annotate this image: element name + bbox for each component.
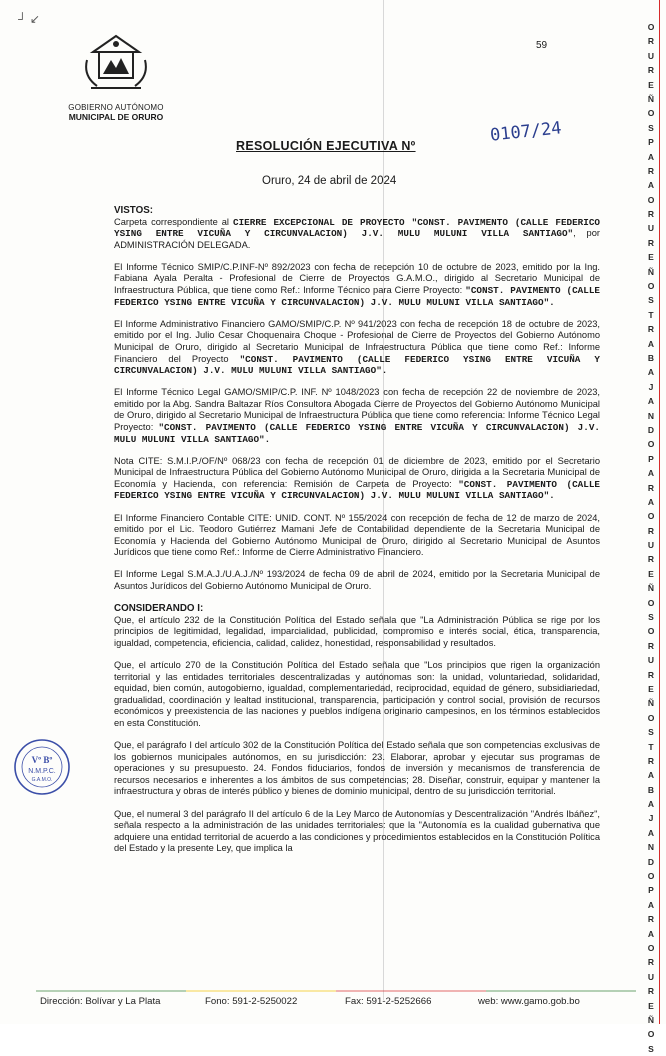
document-title: RESOLUCIÓN EJECUTIVA Nº — [236, 139, 416, 153]
document-body — [114, 205, 600, 865]
vistos-paragraph — [114, 456, 600, 502]
stamp-line1: Vº Bº — [31, 755, 53, 765]
side-slogan-letter: A — [647, 827, 655, 838]
side-slogan-letter: A — [647, 496, 655, 507]
stamp-line2: N.M.P.C. — [28, 768, 56, 775]
side-slogan-letter: A — [647, 180, 655, 191]
side-slogan-letter: Ñ — [647, 266, 655, 277]
side-slogan-letter: O — [647, 511, 655, 522]
side-slogan-letter: J — [648, 813, 654, 824]
side-slogan-letter: O — [647, 871, 655, 882]
side-slogan-letter: U — [647, 50, 655, 61]
side-slogan-letter: U — [647, 540, 655, 551]
side-slogan-letter: R — [647, 209, 655, 220]
side-slogan-letter: R — [647, 324, 655, 335]
vistos-paragraph: El Informe Legal S.M.A.J./U.A.J./Nº 193/2024 de fecha 09 de abril de 2024, emitido por la Secretaria Municipal de Asuntos Jurídicos del Gobierno Autónomo Municipal de Oruro. — [114, 569, 600, 592]
side-slogan-letter: S — [648, 1043, 654, 1054]
vistos-heading: VISTOS: — [114, 205, 154, 216]
side-slogan-letter: A — [647, 928, 655, 939]
considerando-heading: CONSIDERANDO I: — [114, 603, 204, 615]
project-name: "CONST. PAVIMENTO (CALLE FEDERICO YSING ENTRE VICUÑA Y CIRCUNVALACION) J.V. MULU MULUNI VILLA SANTIAGO". — [114, 478, 600, 502]
side-slogan-letter: S — [648, 612, 654, 623]
considerando-paragraph: Que, el artículo 270 de la Constitución Política del Estado señala que "Los principios que rigen la organización territorial y las entidades territoriales descentralizadas y autónomas son: la unidad, voluntariedad, solidaridad, equidad, bien común, autogobierno, igualdad, complementariedad, reciprocidad, equidad de género, subsidiariedad, gradualidad, coordinación y lealtad institucional, transparencia, participación y control social, provisión de recursos económicos y preexistencia de las naciones y pueblos indígena originario campesinos, en los términos establecidos en esta Constitución. — [114, 660, 600, 728]
side-slogan-letter: P — [648, 885, 654, 896]
side-slogan-letter: T — [648, 309, 654, 320]
footer-web: web: www.gamo.gob.bo — [478, 996, 580, 1007]
paragraph-text: Nota CITE: S.M.I.P./OF/Nº 068/23 con fecha de recepción 01 de diciembre de 2023, emitido por el Secretario Municipal de Infraestructura Pública del Gobierno Autónomo Municipal de Oruro, dirigida a la Secretaria Municipal de Economía y Hacienda, con referencia: Remisión de Carpeta de Proyecto: — [114, 455, 600, 489]
side-slogan-letter: O — [647, 439, 655, 450]
project-name: "CONST. PAVIMENTO (CALLE FEDERICO YSING ENTRE VICUÑA Y CIRCUNVALACION) J.V. MULU MULUNI VILLA SANTIAGO". — [114, 422, 600, 445]
vistos-p1-tail: , por ADMINISTRACIÓN DELEGADA. — [114, 228, 600, 250]
side-slogan-letter: E — [648, 683, 654, 694]
footer-divider — [36, 990, 636, 992]
vistos-p1-text: Carpeta correspondiente al — [114, 216, 233, 227]
coat-of-arms-icon — [81, 30, 151, 92]
side-slogan-letter: A — [647, 338, 655, 349]
side-slogan-letter: S — [648, 122, 654, 133]
side-slogan-banner — [641, 20, 661, 1054]
paragraph-text: Que, el artículo 232 de la Constitución Política del Estado señala que "La Administración Pública se rige por los principios de legitimidad, legalidad, imparcialidad, publicidad, compromiso e interés social, ética, transparencia, igualdad, competencia, eficiencia, calidad, calidez, honestidad, responsabilidad y resultados. — [114, 614, 600, 648]
side-slogan-letter: P — [648, 137, 654, 148]
side-slogan-letter: R — [647, 914, 655, 925]
place-date: Oruro, 24 de abril de 2024 — [262, 175, 397, 187]
footer-fax: Fax: 591-2-5252666 — [345, 996, 432, 1007]
side-slogan-letter: R — [647, 669, 655, 680]
handwritten-resolution-number: 0107/24 — [489, 118, 563, 146]
side-slogan-letter: B — [647, 784, 655, 795]
corner-marks: ┘ ↙ — [18, 12, 40, 26]
side-slogan-letter: N — [647, 842, 655, 853]
side-slogan-letter: T — [648, 741, 654, 752]
side-slogan-letter: R — [647, 65, 655, 76]
footer-address: Dirección: Bolívar y La Plata — [40, 996, 161, 1007]
side-slogan-letter: R — [647, 640, 655, 651]
vistos-paragraph — [114, 262, 600, 308]
side-slogan-letter: D — [647, 424, 655, 435]
side-slogan-letter: S — [648, 727, 654, 738]
side-slogan-letter: A — [647, 799, 655, 810]
side-slogan-letter: R — [647, 237, 655, 248]
side-slogan-letter: E — [648, 568, 654, 579]
institution-line2: MUNICIPAL DE ORURO — [68, 112, 164, 122]
side-slogan-letter: A — [647, 151, 655, 162]
vistos-paragraph: El Informe Financiero Contable CITE: UNID. CONT. Nº 155/2024 con recepción de fecha de 12 de marzo de 2024, emitido por el Lic. Teodoro Gutiérrez Mamani Jefe de Contabilidad dependiente de la Secretaria Municipal de Economía y Hacienda del Gobierno Autónomo Municipal de Oruro, dirigido al Secretario Municipal de Asuntos Jurídicos que tiene como Ref.: Informe de Cierre Administrativo Financiero. — [114, 512, 600, 558]
official-stamp — [12, 737, 72, 797]
side-slogan-letter: O — [647, 1029, 655, 1040]
side-slogan-letter: N — [647, 410, 655, 421]
considerando-paragraph: Que, el parágrafo I del artículo 302 de la Constitución Política del Estado señala que son competencias exclusivas de los gobiernos municipales autónomos, en su jurisdicción: 23. Elaborar, aprobar y ejecutar sus programas de operaciones y su presupuesto. 24. Fondos fiduciarios, fondos de inversión y mecanismos de transferencia de recursos necesarios e inherentes a los ámbitos de sus competencias; 28. Diseñar, construir, equipar y mantener la infraestructura y obras de interés público y bienes de dominio municipal, dentro de su jurisdicción territorial. — [114, 740, 600, 797]
side-slogan-letter: R — [647, 986, 655, 997]
side-slogan-letter: R — [647, 755, 655, 766]
side-slogan-letter: E — [648, 79, 654, 90]
side-slogan-letter: O — [647, 597, 655, 608]
side-slogan-letter: E — [648, 252, 654, 263]
paragraph-text: El Informe Técnico Legal GAMO/SMIP/C.P. INF. Nº 1048/2023 con fecha de recepción 22 de noviembre de 2023, emitido por la Abg. Sandra Baltazar Ríos Consultora Abogada Cierre de Proyectos del Gobierno Autónomo Municipal de Oruro, dirigido al Secretario Municipal de Infraestructura Pública que tiene como referencia: Informe Técnico Legal Proyecto: — [114, 387, 600, 432]
side-slogan-letter: O — [647, 626, 655, 637]
vistos-section — [114, 205, 600, 251]
side-slogan-letter: R — [647, 957, 655, 968]
side-slogan-letter: R — [647, 554, 655, 565]
side-slogan-letter: R — [647, 525, 655, 536]
municipal-logo — [66, 30, 166, 125]
side-slogan-letter: O — [647, 194, 655, 205]
project-name: "CONST. PAVIMENTO (CALLE FEDERICO YSING ENTRE VICUÑA Y CIRCUNVALACION) J.V. MULU MULUNI VILLA SANTIAGO". — [114, 353, 600, 377]
side-slogan-letter: O — [647, 281, 655, 292]
side-slogan-letter: Ñ — [647, 698, 655, 709]
vistos-p1-project: CIERRE EXCEPCIONAL DE PROYECTO "CONST. PAVIMENTO (CALLE FEDERICO YSING ENTRE VICUÑA Y CIRCUNVALACION) J.V. MULU MULUNI VILLA SANTIAGO" — [114, 216, 601, 240]
side-slogan-letter: U — [647, 971, 655, 982]
side-slogan-letter: P — [648, 453, 654, 464]
paragraph-text: El Informe Técnico SMIP/C.P.INF-Nº 892/2023 con fecha de recepción 10 de octubre de 2023, emitido por la Ing. Fabiana Ayala Peralta - Profesional de Cierre de Proyectos G.A.M.O., dirigido al Secretario Municipal de Infraestructura Pública, que tiene como Ref.: Informe Técnico para Cierre Proyecto: — [114, 261, 600, 296]
side-slogan-letter: O — [647, 108, 655, 119]
side-slogan-letter: A — [647, 396, 655, 407]
side-slogan-letter: A — [647, 367, 655, 378]
side-slogan-letter: O — [647, 22, 655, 32]
vistos-paragraph — [114, 319, 600, 377]
side-slogan-letter: R — [647, 482, 655, 493]
side-slogan-letter: S — [648, 295, 654, 306]
vistos-paragraph — [114, 387, 600, 445]
side-slogan-letter: A — [647, 770, 655, 781]
side-slogan-letter: U — [647, 655, 655, 666]
side-slogan-letter: E — [648, 1000, 654, 1011]
side-slogan-letter: U — [647, 223, 655, 234]
considerando-section — [114, 603, 600, 649]
side-slogan-letter: Ñ — [647, 583, 655, 594]
side-slogan-letter: D — [647, 856, 655, 867]
side-slogan-letter: R — [647, 36, 655, 47]
page-number: 59 — [536, 40, 548, 51]
side-slogan-letter: O — [647, 943, 655, 953]
project-name: "CONST. PAVIMENTO (CALLE FEDERICO YSING ENTRE VICUÑA Y CIRCUNVALACION) J.V. MULU MULUNI VILLA SANTIAGO". — [114, 285, 600, 308]
side-slogan-letter: Ñ — [647, 93, 655, 104]
institution-line1: GOBIERNO AUTÓNOMO — [68, 103, 164, 112]
footer-phone: Fono: 591-2-5250022 — [205, 996, 298, 1007]
side-slogan-letter: J — [648, 381, 654, 392]
stamp-line3: G.A.M.O. — [31, 777, 53, 783]
considerando-paragraph: Que, el numeral 3 del parágrafo II del artículo 6 de la Ley Marco de Autonomías y Descentralización "Andrés Ibáñez", señala respecto a la administración de las unidades territoriales: que la "Autonomía es la cualidad gubernativa que adquiere una entidad territorial de acuerdo a las condiciones y procedimientos establecidos en la Constitución Política del Estado y la presente Ley, que implica la — [114, 808, 600, 854]
side-slogan-letter: R — [647, 165, 655, 176]
side-slogan-letter: A — [647, 899, 655, 910]
side-slogan-letter: B — [647, 352, 655, 363]
side-slogan-letter: O — [647, 712, 655, 723]
side-slogan-letter: Ñ — [647, 1014, 655, 1025]
paragraph-text: El Informe Administrativo Financiero GAMO/SMIP/C.P. Nº 941/2023 con fecha de recepción 18 de octubre de 2023, emitido por el Ing. Julio Cesar Choquenaira Choque - Profesional de Cierre de Proyectos del Gobierno Autónomo Municipal de Oruro, dirigido al Secretario Municipal de Infraestructura Pública que tiene como Ref.: Informe Financiero del Proyecto — [114, 318, 600, 364]
side-slogan-letter: A — [647, 468, 655, 479]
